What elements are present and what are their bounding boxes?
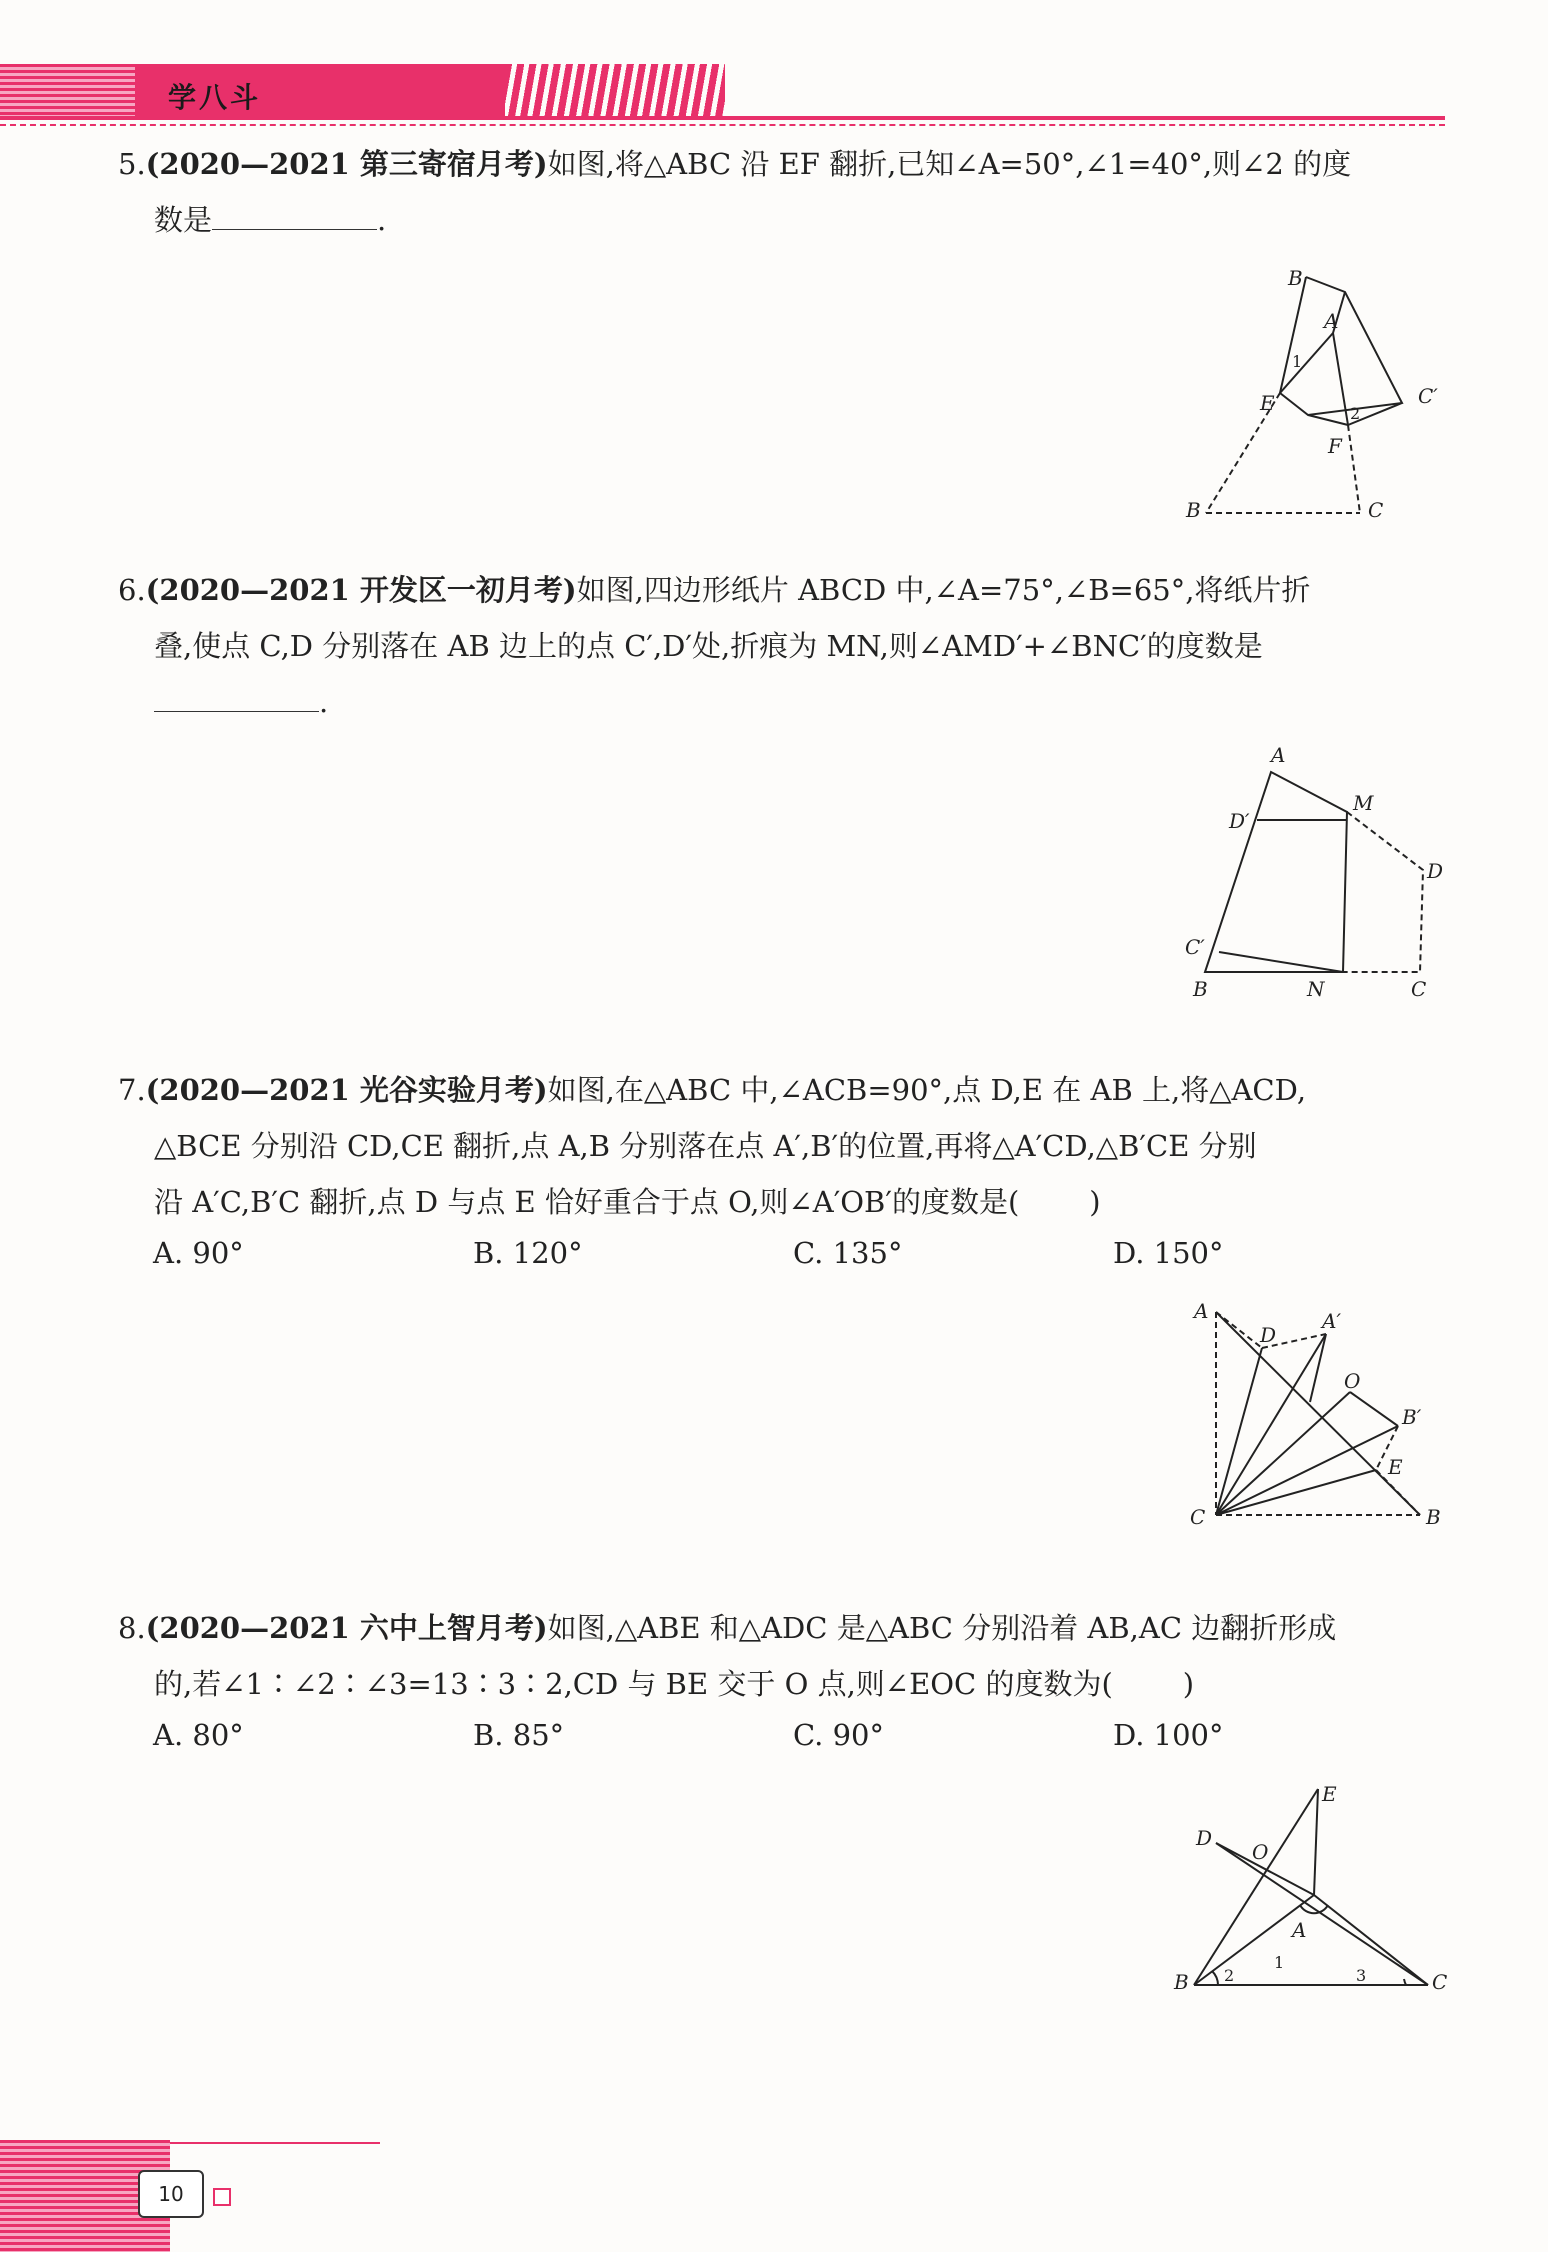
- fig8-label: B: [1174, 1970, 1189, 1994]
- fig8-label: D: [1196, 1826, 1213, 1850]
- option-d[interactable]: D. 100°: [1113, 1718, 1224, 1752]
- fig7-label: A: [1194, 1299, 1209, 1323]
- fig5-label: C: [1368, 498, 1384, 522]
- fig6-label: M: [1353, 791, 1374, 815]
- fig5-label: E: [1260, 391, 1275, 415]
- fig8-label: C: [1432, 1970, 1448, 1994]
- option-b[interactable]: B. 120°: [473, 1236, 583, 1270]
- fig8-label: A: [1292, 1918, 1307, 1942]
- question-number: 7.: [118, 1073, 146, 1107]
- fig5-label: B: [1186, 498, 1201, 522]
- figure-5: [1180, 255, 1450, 530]
- question-number: 8.: [118, 1611, 146, 1645]
- question-text: 如图,在△ABC 中,∠ACB=90°,点 D,E 在 AB 上,将△ACD,: [547, 1073, 1307, 1107]
- question-6: [118, 562, 1448, 730]
- question-text: 数是: [154, 203, 213, 237]
- brand-title: 学八斗: [168, 81, 262, 114]
- question-5: [118, 136, 1448, 248]
- fig5-label: C′: [1418, 384, 1438, 408]
- question-source: (2020—2021 开发区一初月考): [145, 573, 577, 607]
- question-text: ): [1182, 1667, 1195, 1701]
- header-dashed-rule: [0, 124, 1445, 126]
- question-text: 如图,△ABE 和△ADC 是△ABC 分别沿着 AB,AC 边翻折形成: [547, 1611, 1337, 1645]
- fig6-label: A: [1271, 743, 1286, 767]
- question-text: △BCE 分别沿 CD,CE 翻折,点 A,B 分别落在点 A′,B′的位置,再将△A′CD,△B′CE 分别: [154, 1129, 1257, 1163]
- page-number: 10: [138, 2170, 204, 2218]
- header-rule: [0, 116, 1445, 120]
- question-source: (2020—2021 第三寄宿月考): [145, 147, 548, 181]
- fig5-label: F: [1328, 434, 1342, 458]
- fig6-label: C: [1411, 977, 1427, 1001]
- question-number: 6.: [118, 573, 146, 607]
- option-a[interactable]: A. 90°: [153, 1236, 244, 1270]
- question-text: 的,若∠1∶∠2∶∠3=13∶3∶2,CD 与 BE 交于 O 点,则∠EOC 的度数为(: [154, 1667, 1113, 1701]
- figure-7: [1180, 1290, 1450, 1540]
- option-a[interactable]: A. 80°: [153, 1718, 244, 1752]
- fig7-label: B′: [1402, 1405, 1422, 1429]
- option-b[interactable]: B. 85°: [473, 1718, 565, 1752]
- fig7-label: B: [1426, 1505, 1441, 1529]
- question-text: .: [319, 685, 329, 719]
- fig6-label: N: [1307, 977, 1325, 1001]
- question-text: 如图,四边形纸片 ABCD 中,∠A=75°,∠B=65°,将纸片折: [576, 573, 1311, 607]
- question-text: ): [1089, 1185, 1101, 1219]
- question-text: .: [377, 203, 387, 237]
- question-number: 5.: [118, 147, 146, 181]
- option-d[interactable]: D. 150°: [1113, 1236, 1224, 1270]
- fig7-label: E: [1388, 1455, 1403, 1479]
- answer-blank[interactable]: [212, 199, 377, 230]
- footer-rule: [170, 2142, 380, 2144]
- fig5-label: 1: [1292, 352, 1303, 371]
- fig5-label: B: [1288, 266, 1303, 290]
- fig6-label: C′: [1185, 935, 1205, 959]
- header-stripe-decoration: [0, 64, 135, 120]
- question-source: (2020—2021 光谷实验月考): [145, 1073, 548, 1107]
- fig7-label: A′: [1322, 1309, 1341, 1333]
- fig8-label: 1: [1274, 1953, 1285, 1972]
- answer-blank[interactable]: [154, 681, 319, 712]
- question-text: 如图,将△ABC 沿 EF 翻折,已知∠A=50°,∠1=40°,则∠2 的度: [547, 147, 1352, 181]
- option-c[interactable]: C. 135°: [793, 1236, 903, 1270]
- fig7-label: C: [1190, 1505, 1206, 1529]
- square-icon: [213, 2188, 231, 2206]
- option-c[interactable]: C. 90°: [793, 1718, 884, 1752]
- fig7-label: O: [1344, 1369, 1361, 1393]
- fig6-label: D′: [1229, 809, 1250, 833]
- question-text: 叠,使点 C,D 分别落在 AB 边上的点 C′,D′处,折痕为 MN,则∠AMD′+∠BNC′的度数是: [154, 629, 1263, 663]
- fig6-quad: [1205, 772, 1347, 972]
- fig8-label: O: [1252, 1840, 1269, 1864]
- question-text: 沿 A′C,B′C 翻折,点 D 与点 E 恰好重合于点 O,则∠A′OB′的度数是(: [154, 1185, 1020, 1219]
- fig5-label: 2: [1350, 404, 1361, 423]
- question-7: [118, 1062, 1448, 1230]
- header-slant-decoration: [505, 64, 725, 120]
- fig8-label: 3: [1356, 1966, 1367, 1985]
- figure-8: [1160, 1775, 1450, 2005]
- figure-6: [1175, 740, 1450, 1010]
- fig8-label: E: [1322, 1782, 1337, 1806]
- fig6-label: D: [1427, 859, 1444, 883]
- fig5-label: A: [1324, 309, 1339, 333]
- fig5-shape: [1280, 277, 1402, 415]
- question-8: [118, 1600, 1448, 1712]
- question-source: (2020—2021 六中上智月考): [145, 1611, 548, 1645]
- fig7-label: D: [1260, 1323, 1277, 1347]
- fig8-label: 2: [1224, 1966, 1235, 1985]
- fig6-label: B: [1193, 977, 1208, 1001]
